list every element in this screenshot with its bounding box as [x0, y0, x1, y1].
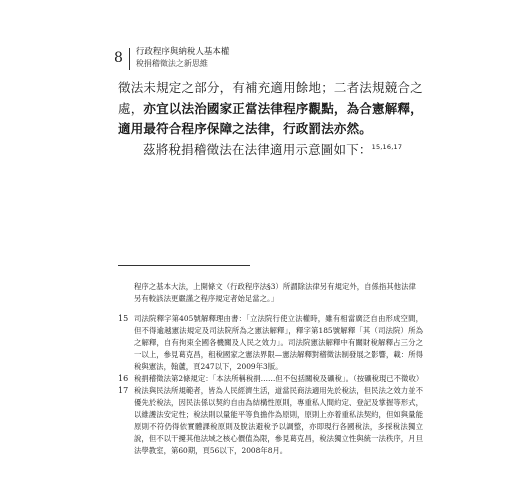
header-titles	[136, 47, 230, 69]
paragraph-2	[118, 140, 423, 161]
page-number: 8	[114, 50, 123, 66]
header-divider	[129, 48, 130, 70]
paragraph-2-text: 茲將稅捐稽徵法在法律適用示意圖如下：	[143, 141, 372, 157]
running-header	[114, 47, 229, 70]
footnote-number: 15	[118, 313, 129, 323]
footnote-16	[118, 373, 423, 385]
paragraph-1-plain: 徵法未規定之部分，有補充適用餘地；二者法規競合之處，	[118, 80, 423, 116]
book-subtitle: 稅捐稽徵法之新思維	[135, 59, 208, 68]
footnotes	[118, 274, 423, 457]
paragraph-1	[118, 78, 423, 140]
footnote-continuation: 程序之基本大法，上開條文（行政程序法§3）所謂除法律另有規定外，自係指其他法律另有較該法更嚴謹之程序規定者始足當之。」	[134, 282, 416, 304]
paragraph-1-bold: 亦宜以法治國家正當法律程序觀點，為合憲解釋，適用最符合程序保障之法律，行政罰法亦然。	[118, 100, 423, 136]
footnote-number: 16	[118, 373, 129, 383]
footnote-divider	[118, 265, 250, 266]
footnote-text: 稅法與民法所規範者，皆為人民經濟生活，道當民商法適用先於稅法，但民法之效力並不優先於稅法，因民法係以契約自由為結構性原則，專重私人間約定、登記及掌握等形式，以維護法安定性；稅法則以量能平等負擔作為原則，原則上亦着重私法契約，但如與量能原則不符仍得依實體課稅原則及脫法避稅予以調整，亦即現行各國稅法，多採稅法獨立說，但不以干擾其他法域之核心價值為限，參見葛克昌，稅法獨立性與統一法秩序，月旦法學教室，第60期，頁56以下，2008年8月。	[134, 385, 423, 455]
main-text	[118, 78, 423, 160]
footnote-17	[118, 385, 423, 457]
footnote-refs: 15,16,17	[371, 142, 403, 151]
footnote-number: 17	[118, 385, 129, 395]
footnote-text: 司法院釋字第405號解釋理由書：「立法院行使立法權時，雖有相當廣泛自由形成空間，但不得逾越憲法規定及司法院所為之憲法解釋」，釋字第185號解釋「其（司法院）所為之解釋，自有拘束全國各機關及人民之效力」。司法院憲法解釋中有關財稅解釋占三分之一以上，參見葛克昌，租稅國家之憲法界限—憲法解釋對稽徵法制發展之影響，載：所得稅與憲法，翰蘆，頁247以下，2009年3版。	[134, 313, 423, 371]
footnote-15	[118, 313, 423, 373]
footnote-text: 稅捐稽徵法第2條規定：「本法所稱稅捐……但不包括關稅及礦稅」。（按礦稅現已不徵收）	[134, 373, 424, 383]
book-title: 行政程序與納稅人基本權	[135, 47, 230, 57]
